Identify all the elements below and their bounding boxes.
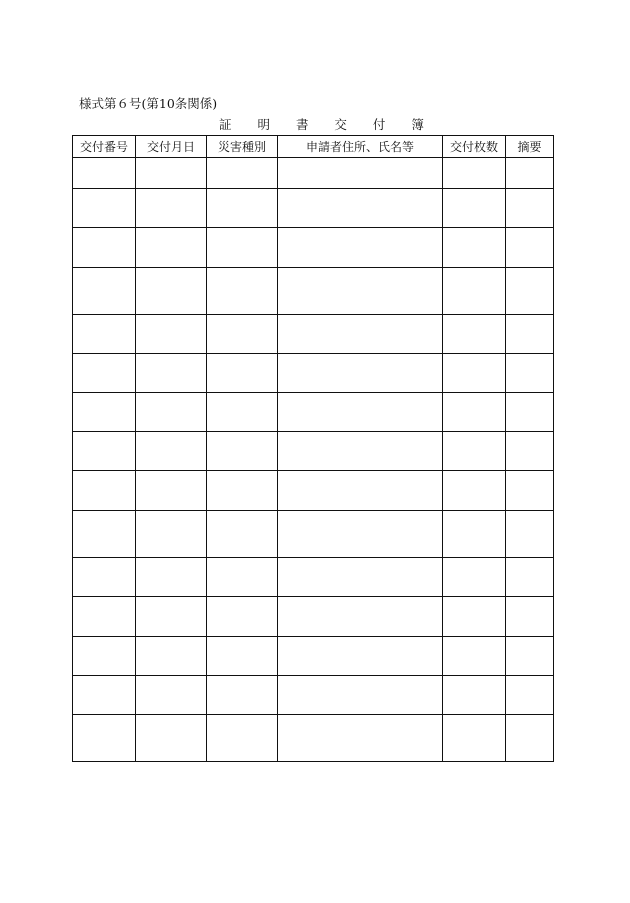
table-cell[interactable] [73,637,136,676]
table-cell[interactable] [506,432,554,471]
table-cell[interactable] [506,471,554,511]
table-row [73,393,554,432]
table-cell[interactable] [207,597,278,637]
table-cell[interactable] [278,676,443,715]
table-cell[interactable] [278,715,443,762]
table-cell[interactable] [506,158,554,189]
table-row [73,158,554,189]
table-cell[interactable] [73,268,136,315]
table-cell[interactable] [73,315,136,354]
table-cell[interactable] [443,393,506,432]
table-cell[interactable] [443,315,506,354]
table-cell[interactable] [443,558,506,597]
column-header-disaster-type: 災害種別 [207,136,278,158]
table-row [73,637,554,676]
table-cell[interactable] [506,597,554,637]
document-title: 証 明 書 交 付 簿 [219,117,435,132]
table-cell[interactable] [443,715,506,762]
table-cell[interactable] [506,189,554,228]
table-cell[interactable] [207,158,278,189]
table-cell[interactable] [506,315,554,354]
table-cell[interactable] [136,471,207,511]
table-cell[interactable] [136,228,207,268]
form-number-label: 様式第６号(第10条関係) [79,96,218,111]
table-cell[interactable] [506,228,554,268]
column-header-issue-number: 交付番号 [73,136,136,158]
table-row [73,597,554,637]
table-cell[interactable] [278,268,443,315]
table-cell[interactable] [278,189,443,228]
table-cell[interactable] [443,511,506,558]
table-cell[interactable] [506,354,554,393]
table-cell[interactable] [136,315,207,354]
table-cell[interactable] [73,558,136,597]
table-row [73,268,554,315]
table-cell[interactable] [278,511,443,558]
table-cell[interactable] [73,393,136,432]
table-cell[interactable] [506,715,554,762]
table-cell[interactable] [506,637,554,676]
certificate-issuance-ledger-table [72,135,554,762]
table-cell[interactable] [207,511,278,558]
table-cell[interactable] [278,471,443,511]
table-body [73,158,554,762]
table-cell[interactable] [136,676,207,715]
table-cell[interactable] [278,637,443,676]
table-cell[interactable] [73,715,136,762]
table-cell[interactable] [136,558,207,597]
table-cell[interactable] [207,637,278,676]
column-header-applicant-address-name: 申請者住所、氏名等 [278,136,443,158]
table-cell[interactable] [443,189,506,228]
table-row [73,471,554,511]
table-row [73,511,554,558]
table-cell[interactable] [278,597,443,637]
column-header-issue-count: 交付枚数 [443,136,506,158]
column-header-remarks: 摘要 [506,136,554,158]
table-cell[interactable] [443,471,506,511]
table-cell[interactable] [278,228,443,268]
table-cell[interactable] [136,432,207,471]
table-cell[interactable] [506,511,554,558]
table-cell[interactable] [73,354,136,393]
table-row [73,189,554,228]
table-cell[interactable] [136,354,207,393]
table-cell[interactable] [278,558,443,597]
table-cell[interactable] [207,354,278,393]
table-cell[interactable] [207,315,278,354]
table-cell[interactable] [73,228,136,268]
table-cell[interactable] [207,268,278,315]
table-row [73,228,554,268]
table-cell[interactable] [443,228,506,268]
table-cell[interactable] [443,158,506,189]
table-cell[interactable] [73,189,136,228]
table-cell[interactable] [73,676,136,715]
table-cell[interactable] [136,393,207,432]
table-cell[interactable] [136,268,207,315]
table-cell[interactable] [136,158,207,189]
table-cell[interactable] [506,268,554,315]
table-row [73,558,554,597]
table-header-row [73,136,554,158]
table-cell[interactable] [443,354,506,393]
table-cell[interactable] [506,676,554,715]
table-cell[interactable] [443,637,506,676]
table-cell[interactable] [136,511,207,558]
table-cell[interactable] [207,676,278,715]
table-cell[interactable] [207,432,278,471]
table-cell[interactable] [207,228,278,268]
table-row [73,315,554,354]
column-header-issue-date: 交付月日 [136,136,207,158]
table-cell[interactable] [207,558,278,597]
table-cell[interactable] [73,597,136,637]
table-cell[interactable] [278,354,443,393]
table-cell[interactable] [443,676,506,715]
table-cell[interactable] [443,597,506,637]
table-cell[interactable] [207,393,278,432]
table-cell[interactable] [506,558,554,597]
table-cell[interactable] [73,158,136,189]
table-cell[interactable] [73,471,136,511]
table-cell[interactable] [506,393,554,432]
table-cell[interactable] [73,511,136,558]
table-cell[interactable] [73,432,136,471]
table-cell[interactable] [278,432,443,471]
table-cell[interactable] [136,637,207,676]
table-cell[interactable] [443,432,506,471]
table-row [73,676,554,715]
table-row [73,354,554,393]
table-row [73,715,554,762]
table-cell[interactable] [207,189,278,228]
table-cell[interactable] [278,393,443,432]
table-cell[interactable] [207,715,278,762]
table-cell[interactable] [278,315,443,354]
table-cell[interactable] [136,715,207,762]
table-row [73,432,554,471]
table-cell[interactable] [136,597,207,637]
table-cell[interactable] [278,158,443,189]
table-cell[interactable] [443,268,506,315]
table-cell[interactable] [207,471,278,511]
table-cell[interactable] [136,189,207,228]
